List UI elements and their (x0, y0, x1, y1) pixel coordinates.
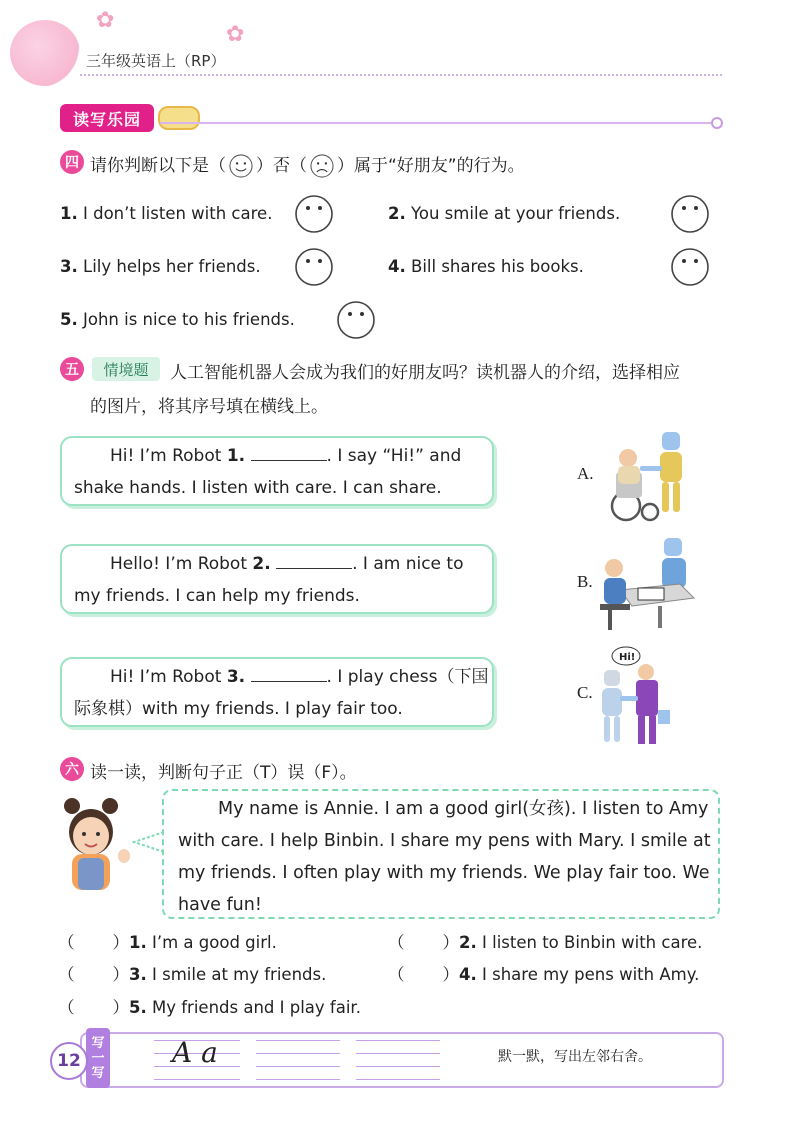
answer-blank[interactable] (276, 550, 352, 569)
tf-statement (58, 961, 326, 985)
blank-number: 2. (252, 554, 271, 574)
guide-line[interactable] (256, 1079, 340, 1080)
tf-statement (58, 994, 361, 1018)
guide-line[interactable] (356, 1053, 440, 1054)
flower-icon: ✿ (226, 22, 245, 47)
item-number: 2. (388, 204, 406, 223)
option-label-a: A. (577, 464, 594, 483)
bubble-text: shake hands. I listen with care. I can share. (74, 478, 442, 498)
bubble-text: Hi! I’m Robot (110, 446, 227, 466)
flower-icon: ✿ (96, 8, 115, 33)
statement-text: I smile at my friends. (152, 965, 327, 984)
instr-part: ）属于“好朋友”的行为。 (337, 156, 525, 176)
section-banner: 读写乐园 (60, 104, 154, 132)
statement-number: 1. (129, 933, 147, 952)
blank-face-answer[interactable] (670, 194, 710, 234)
section5-instruction-line1: 人工智能机器人会成为我们的好朋友吗？读机器人的介绍，选择相应 (170, 363, 680, 383)
statement-text: My friends and I play fair. (152, 998, 361, 1017)
tf-statement (388, 929, 702, 953)
guide-line[interactable] (256, 1053, 340, 1054)
blank-face-answer[interactable] (294, 247, 334, 287)
page-header-title: 三年级英语上（RP） (86, 52, 226, 70)
list-item (388, 204, 620, 223)
item-text: Bill shares his books. (411, 257, 584, 276)
list-item (60, 310, 295, 329)
answer-paren[interactable]: ） (442, 933, 459, 952)
instr-part: ）否（ (256, 156, 307, 176)
item-text: Lily helps her friends. (83, 257, 261, 276)
bubble-text: 际象棋）with my friends. I play fair too. (74, 699, 403, 719)
robot-wheelchair-illustration (598, 420, 698, 524)
blank-face-answer[interactable] (336, 300, 376, 340)
answer-paren[interactable]: （ (388, 933, 405, 952)
list-item (60, 257, 261, 276)
guide-line[interactable] (356, 1040, 440, 1041)
bubble-text: . I say “Hi!” and (326, 446, 462, 466)
guide-line[interactable] (356, 1079, 440, 1080)
write-tab-char: 写 (91, 1035, 105, 1051)
answer-paren[interactable]: ） (442, 965, 459, 984)
guide-line (154, 1079, 240, 1080)
tf-statement (388, 961, 699, 985)
answer-paren[interactable]: （ (58, 998, 75, 1017)
answer-paren[interactable]: （ (388, 965, 405, 984)
page-number: 12 (50, 1042, 88, 1080)
robot-bubble-3 (60, 657, 494, 727)
robot-bubble-2 (60, 544, 494, 614)
section-number-6: 六 (60, 757, 84, 781)
guide-line[interactable] (256, 1040, 340, 1041)
instr-part: 请你判断以下是（ (90, 156, 226, 176)
scenario-tag: 情境题 (92, 357, 160, 381)
blank-face-answer[interactable] (294, 194, 334, 234)
write-tab-char: 写 (91, 1065, 105, 1081)
bubble-text: Hi! I’m Robot (110, 667, 227, 687)
answer-paren[interactable]: ） (112, 965, 129, 984)
section4-instruction (90, 151, 525, 179)
statement-text: I listen to Binbin with care. (482, 933, 703, 952)
item-number: 5. (60, 310, 78, 329)
girl-annie-avatar (58, 794, 142, 890)
hi-speech-text: Hi! (619, 652, 636, 663)
bubble-text: . I play chess（下国 (326, 667, 489, 687)
answer-paren[interactable]: （ (58, 965, 75, 984)
tf-statement (58, 929, 277, 953)
story-line: with care. I help Binbin. I share my pens with Mary. I smile at (178, 831, 711, 851)
item-number: 4. (388, 257, 406, 276)
option-label-b: B. (577, 572, 593, 591)
guide-line[interactable] (256, 1066, 340, 1067)
write-tab-char: 一 (91, 1050, 105, 1066)
answer-blank[interactable] (251, 663, 327, 682)
item-text: I don’t listen with care. (83, 204, 273, 223)
answer-paren[interactable]: （ (58, 933, 75, 952)
statement-number: 4. (459, 965, 477, 984)
writing-instruction: 默一默，写出左邻右舍。 (498, 1049, 652, 1065)
answer-paren[interactable]: ） (112, 998, 129, 1017)
blank-number: 1. (226, 446, 246, 466)
statement-text: I’m a good girl. (152, 933, 277, 952)
bubble-text: . I am nice to (352, 554, 464, 574)
section5-instruction-line2: 的图片，将其序号填在横线上。 (90, 397, 328, 417)
decorative-blob (10, 20, 80, 86)
statement-number: 3. (129, 965, 147, 984)
item-text: You smile at your friends. (411, 204, 621, 223)
bubble-text: my friends. I can help my friends. (74, 586, 360, 606)
cookie-icon (158, 106, 200, 130)
answer-paren[interactable]: ） (112, 933, 129, 952)
answer-blank[interactable] (251, 442, 327, 461)
statement-number: 2. (459, 933, 477, 952)
banner-divider (160, 122, 712, 124)
story-line: My name is Annie. I am a good girl(女孩). I listen to Amy (218, 799, 709, 819)
robot-chess-illustration (598, 532, 698, 636)
section6-instruction: 读一读，判断句子正（T）误（F）。 (90, 763, 357, 783)
guide-line[interactable] (356, 1066, 440, 1067)
write-tab (86, 1028, 110, 1088)
statement-text: I share my pens with Amy. (482, 965, 700, 984)
banner-end-dot (711, 117, 723, 129)
speech-pointer (132, 830, 166, 854)
blank-face-answer[interactable] (670, 247, 710, 287)
list-item (60, 204, 272, 223)
item-number: 3. (60, 257, 78, 276)
sample-letters: A a (172, 1036, 218, 1069)
story-text-box (162, 789, 720, 919)
statement-number: 5. (129, 998, 147, 1017)
bubble-text: Hello! I’m Robot (110, 554, 253, 574)
item-text: John is nice to his friends. (83, 310, 295, 329)
header-divider (80, 74, 722, 76)
option-label-c: C. (577, 683, 593, 702)
section-number-5: 五 (60, 357, 84, 381)
section-number-4: 四 (60, 150, 84, 174)
blank-number: 3. (226, 667, 246, 687)
story-line: have fun! (178, 895, 262, 915)
robot-bubble-1 (60, 436, 494, 506)
story-line: my friends. I often play with my friends. We play fair too. We (178, 863, 710, 883)
sad-face-icon (309, 153, 335, 179)
item-number: 1. (60, 204, 78, 223)
robot-handshake-illustration (598, 644, 698, 748)
smile-face-icon (228, 153, 254, 179)
list-item (388, 257, 584, 276)
